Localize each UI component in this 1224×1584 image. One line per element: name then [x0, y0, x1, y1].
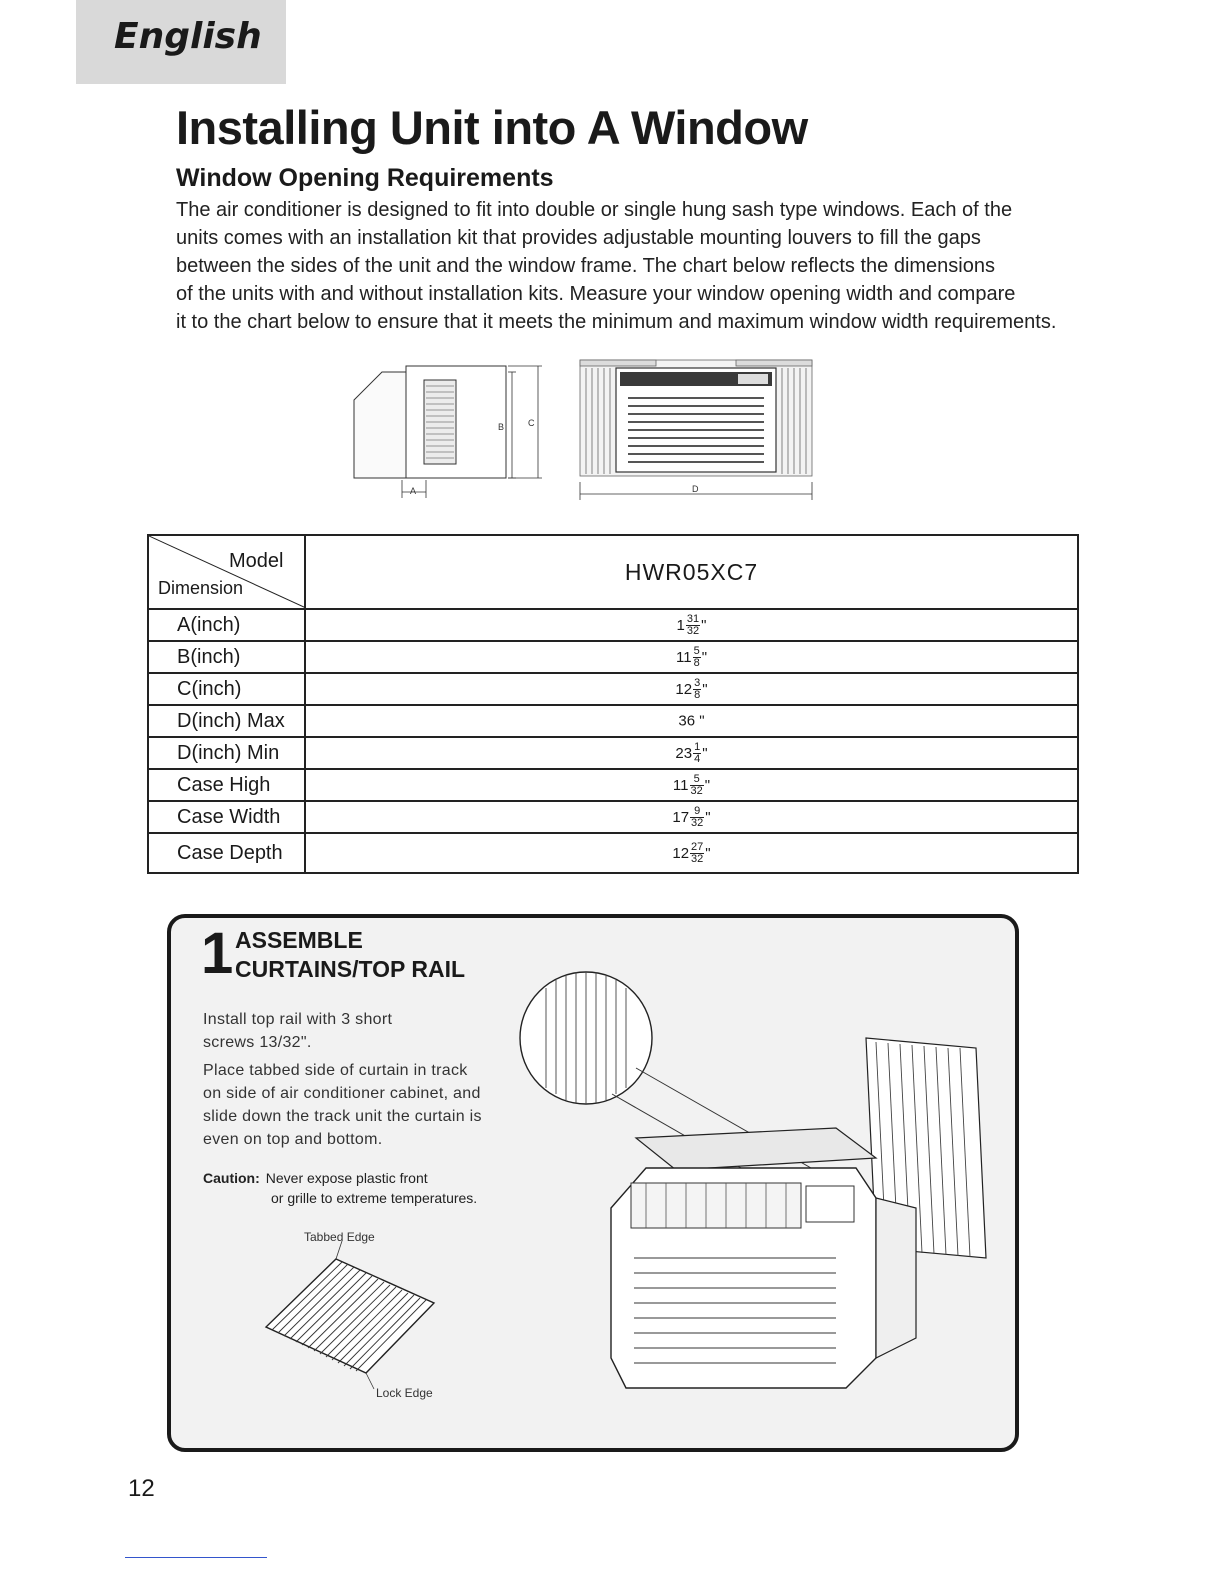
dimension-table: [147, 534, 1079, 874]
row-label: B(inch): [148, 641, 305, 673]
section-subtitle: Window Opening Requirements: [176, 164, 554, 192]
language-tab-label: English: [114, 16, 262, 57]
caution-note: [203, 1168, 477, 1208]
intro-line: units comes with an installation kit that provides adjustable mounting louvers to fill the gaps: [176, 227, 981, 249]
caution-text: or grille to extreme temperatures.: [271, 1190, 478, 1206]
table-corner-cell: [148, 535, 305, 609]
step-panel: [167, 914, 1019, 1452]
table-row: [148, 737, 1078, 769]
step-title-line: CURTAINS/TOP RAIL: [235, 956, 466, 982]
intro-line: between the sides of the unit and the window frame. The chart below reflects the dimensions: [176, 255, 995, 277]
page-title: Installing Unit into A Window: [176, 101, 808, 154]
row-label: D(inch) Max: [148, 705, 305, 737]
instruction-line: on side of air conditioner cabinet, and: [203, 1085, 481, 1102]
row-label: D(inch) Min: [148, 737, 305, 769]
row-value: 12 $\frac{27}{32}$ ": [305, 833, 1078, 873]
row-label: A(inch): [148, 609, 305, 641]
row-value: 11 $\frac{5}{8}$ ": [305, 641, 1078, 673]
intro-paragraph: [176, 196, 1056, 336]
footer-line: [125, 1557, 267, 1558]
instruction-line: Install top rail with 3 short: [203, 1011, 393, 1028]
model-value: HWR05XC7: [305, 535, 1078, 609]
dimension-label-b: B: [498, 422, 505, 432]
tabbed-edge-label: Tabbed Edge: [304, 1230, 375, 1244]
lock-edge-label: Lock Edge: [376, 1386, 433, 1400]
instruction-line: even on top and bottom.: [203, 1131, 383, 1148]
table-row: [148, 705, 1078, 737]
dimension-label-d: D: [692, 484, 699, 494]
row-label: C(inch): [148, 673, 305, 705]
front-view-diagram: [576, 354, 816, 504]
table-row: [148, 641, 1078, 673]
dimension-label-c: C: [528, 418, 535, 428]
row-value: 36 ": [305, 705, 1078, 737]
table-row: [148, 609, 1078, 641]
curtain-illustration: [256, 1223, 456, 1403]
dimension-label-a: A: [410, 486, 417, 496]
row-value: 23 $\frac{1}{4}$ ": [305, 737, 1078, 769]
step-number: 1: [201, 921, 234, 986]
table-row: [148, 801, 1078, 833]
intro-line: The air conditioner is designed to fit into double or single hung sash type windows. Each of the: [176, 199, 1013, 221]
row-label: Case Depth: [148, 833, 305, 873]
step-title-line: ASSEMBLE: [235, 927, 363, 953]
header-model: Model: [229, 550, 284, 572]
row-value: 17 $\frac{9}{32}$ ": [305, 801, 1078, 833]
side-view-diagram: [350, 362, 550, 502]
header-dimension: Dimension: [158, 578, 244, 598]
row-label: Case High: [148, 769, 305, 801]
instruction-line: screws 13/32".: [203, 1034, 312, 1051]
row-value: 12 $\frac{3}{8}$ ": [305, 673, 1078, 705]
row-label: Case Width: [148, 801, 305, 833]
intro-line: of the units with and without installation kits. Measure your window opening width and compare: [176, 283, 1016, 305]
step-instructions: [203, 1008, 513, 1151]
caution-text: Never expose plastic front: [265, 1170, 428, 1186]
instruction-line: slide down the track unit the curtain is: [203, 1108, 482, 1125]
caution-label: Caution:: [203, 1170, 260, 1186]
table-row: [148, 673, 1078, 705]
table-row: [148, 769, 1078, 801]
language-tab: [76, 0, 286, 84]
intro-line: it to the chart below to ensure that it meets the minimum and maximum window width requirements.: [176, 311, 1057, 333]
page-number: 12: [128, 1475, 155, 1502]
row-value: 1 $\frac{31}{32}$ ": [305, 609, 1078, 641]
air-conditioner-assembly-illustration: [516, 958, 996, 1428]
instruction-line: Place tabbed side of curtain in track: [203, 1062, 468, 1079]
row-value: 11 $\frac{5}{32}$ ": [305, 769, 1078, 801]
table-row: [148, 833, 1078, 873]
step-title: [235, 926, 465, 984]
table-header-row: [148, 535, 1078, 609]
